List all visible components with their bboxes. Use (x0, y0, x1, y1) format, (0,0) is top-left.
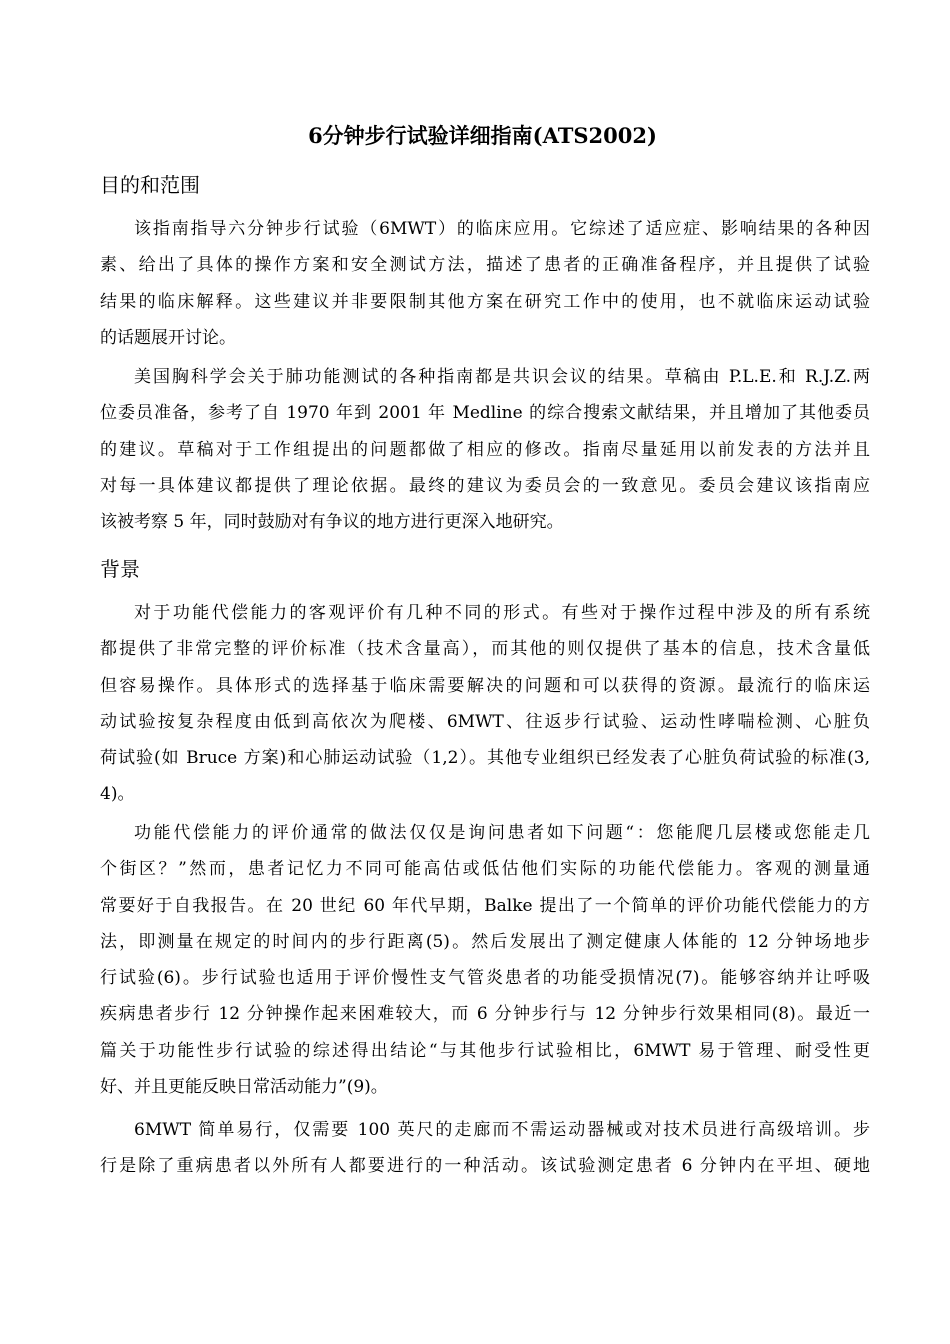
paragraph-background-2 (100, 815, 870, 1105)
paragraph-line: 6MWT 简单易行，仅需要 100 英尺的走廊而不需运动器械或对技术员进行高级培训。步 (134, 1120, 870, 1140)
paragraph-line: 但容易操作。具体形式的选择基于临床需要解决的问题和可以获得的资源。最流行的临床运 (100, 675, 870, 696)
paragraph-line: 好、并且更能反映日常活动能力”(9)。 (100, 1077, 388, 1098)
paragraph-line: 该被考察 5 年，同时鼓励对有争议的地方进行更深入地研究。 (100, 512, 564, 533)
paragraph-line: 对于功能代偿能力的客观评价有几种不同的形式。有些对于操作过程中涉及的所有系统 (134, 603, 870, 623)
paragraph-purpose-1 (100, 211, 870, 356)
paragraph-line: 该指南指导六分钟步行试验（6MWT）的临床应用。它综述了适应症、影响结果的各种因 (134, 219, 870, 239)
paragraph-line: 素、给出了具体的操作方案和安全测试方法，描述了患者的正确准备程序，并且提供了试验 (100, 255, 870, 276)
paragraph-line: 的建议。草稿对于工作组提出的问题都做了相应的修改。指南尽量延用以前发表的方法并且 (100, 439, 870, 460)
paragraph-line: 常要好于自我报告。在 20 世纪 60 年代早期，Balke 提出了一个简单的评价功能代偿能力的方 (100, 895, 870, 916)
section-heading-purpose: 目的和范围 (100, 173, 200, 197)
paragraph-line: 个街区？”然而，患者记忆力不同可能高估或低估他们实际的功能代偿能力。客观的测量通 (100, 859, 870, 880)
paragraph-line: 行试验(6)。步行试验也适用于评价慢性支气管炎患者的功能受损情况(7)。能够容纳并让呼吸 (100, 968, 870, 989)
paragraph-purpose-2 (100, 359, 870, 540)
paragraph-line: 4)。 (100, 784, 135, 805)
paragraph-background-3 (100, 1112, 870, 1185)
paragraph-line: 法，即测量在规定的时间内的步行距离(5)。然后发展出了测定健康人体能的 12 分钟场地步 (100, 931, 870, 952)
document-title: 6分钟步行试验详细指南(ATS2002) (308, 123, 657, 148)
paragraph-line: 动试验按复杂程度由低到高依次为爬楼、6MWT、往返步行试验、运动性哮喘检测、心脏负 (100, 711, 870, 732)
paragraph-line: 篇关于功能性步行试验的综述得出结论“与其他步行试验相比，6MWT 易于管理、耐受性更 (100, 1040, 870, 1061)
paragraph-line: 荷试验(如 Bruce 方案)和心肺运动试验（1,2）。其他专业组织已经发表了心脏负荷试验的标准(3, (100, 748, 870, 769)
paragraph-line: 对每一具体建议都提供了理论依据。最终的建议为委员会的一致意见。委员会建议该指南应 (100, 475, 870, 496)
paragraph-line: 疾病患者步行 12 分钟操作起来困难较大，而 6 分钟步行与 12 分钟步行效果相同(8)。最近一 (100, 1004, 870, 1025)
paragraph-line: 行是除了重病患者以外所有人都要进行的一种活动。该试验测定患者 6 分钟内在平坦、硬地 (100, 1156, 870, 1177)
paragraph-line: 结果的临床解释。这些建议并非要限制其他方案在研究工作中的使用，也不就临床运动试验 (100, 291, 870, 312)
paragraph-line: 的话题展开讨论。 (100, 327, 236, 348)
paragraph-background-1 (100, 595, 870, 813)
paragraph-line: 功能代偿能力的评价通常的做法仅仅是询问患者如下问题“：您能爬几层楼或您能走几 (134, 823, 870, 843)
section-heading-background: 背景 (100, 557, 140, 581)
paragraph-line: 美国胸科学会关于肺功能测试的各种指南都是共识会议的结果。草稿由 P.L.E.和 R.J.Z.两 (134, 367, 870, 387)
paragraph-line: 都提供了非常完整的评价标准（技术含量高），而其他的则仅提供了基本的信息，技术含量低 (100, 639, 870, 660)
paragraph-line: 位委员准备，参考了自 1970 年到 2001 年 Medline 的综合搜索文献结果，并且增加了其他委员 (100, 403, 870, 424)
